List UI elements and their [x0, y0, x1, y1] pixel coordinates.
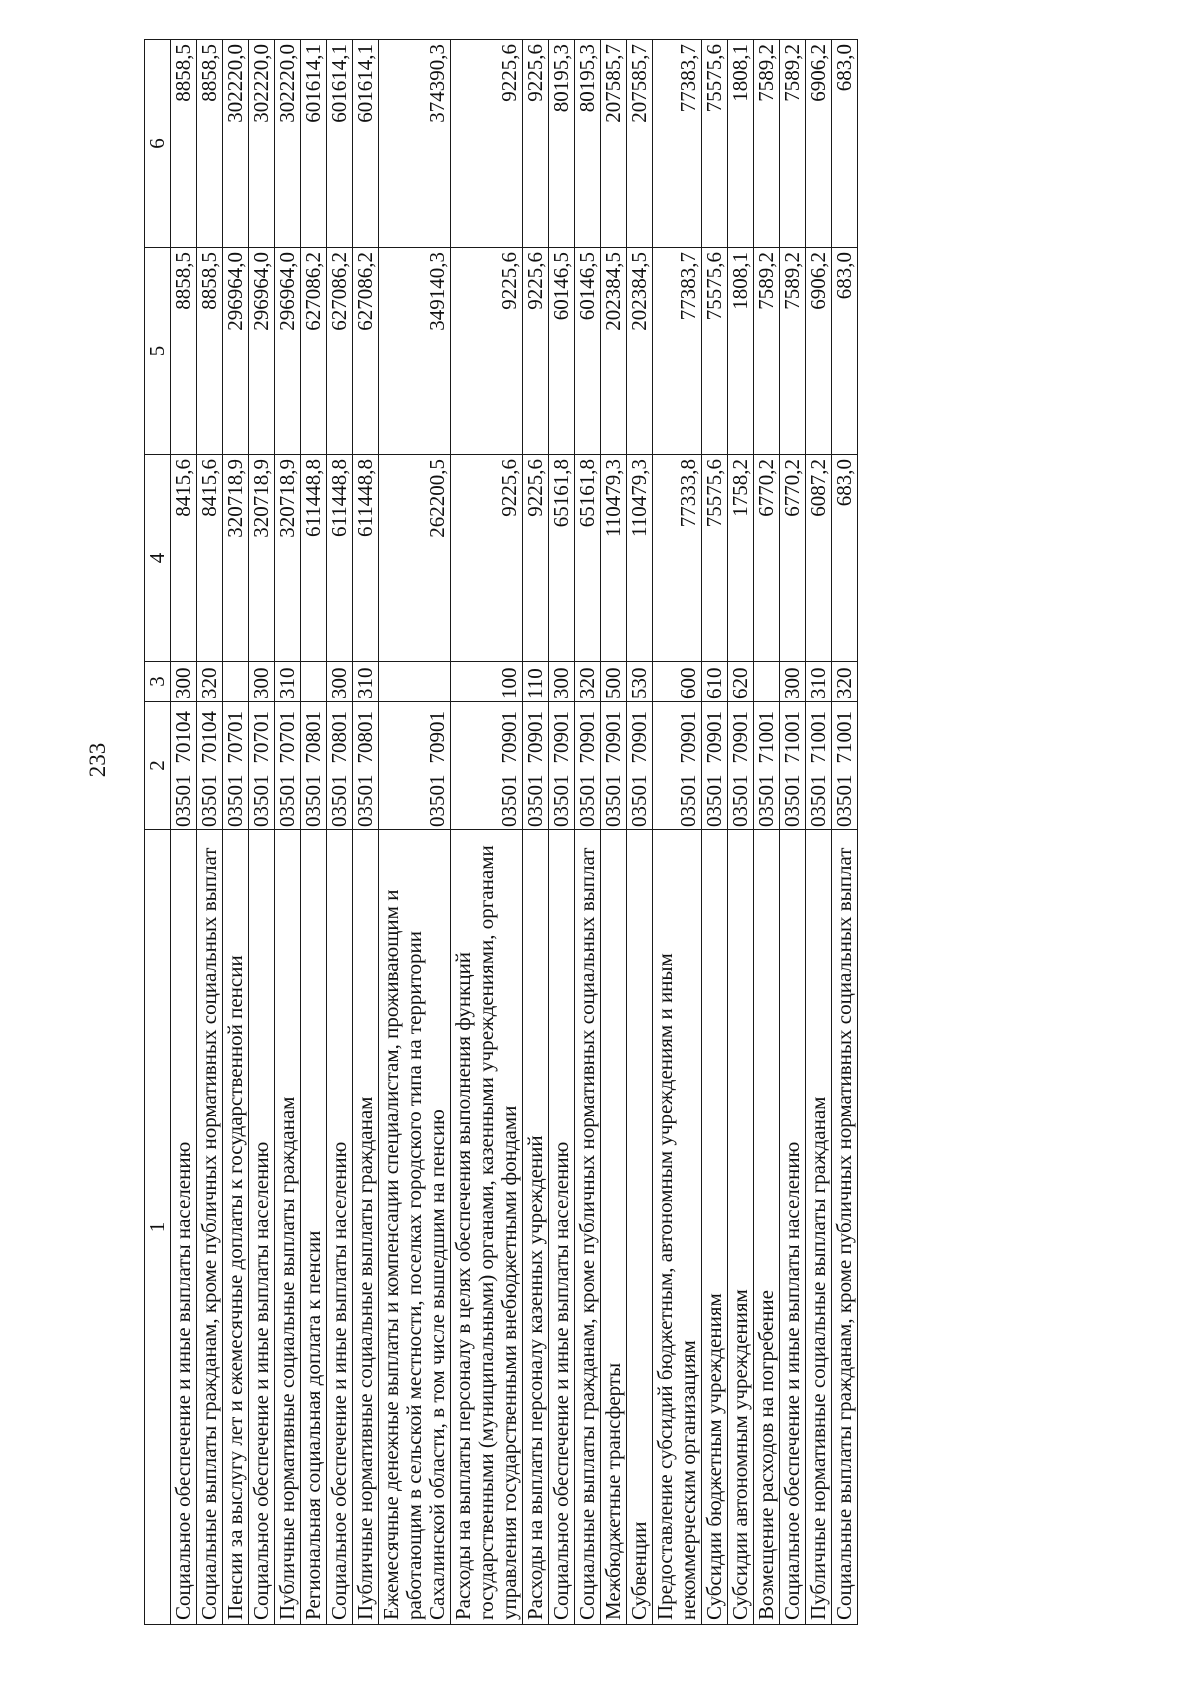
- row-code-b: 70901: [379, 702, 451, 766]
- row-value-4: 1758,2: [728, 455, 754, 662]
- row-code-b: 70801: [327, 702, 353, 766]
- row-code-c: 310: [275, 662, 301, 702]
- row-code-c: 610: [702, 662, 728, 702]
- row-value-6: 77383,7: [653, 40, 702, 248]
- row-code-c: 310: [806, 662, 832, 702]
- row-value-5: 8858,5: [171, 248, 197, 455]
- row-value-6: 80195,3: [549, 40, 575, 248]
- row-name: Субвенции: [627, 830, 653, 1625]
- row-value-5: 9225,6: [451, 248, 523, 455]
- row-code-c: 320: [575, 662, 601, 702]
- row-code-a: 03501: [353, 766, 379, 830]
- row-code-a: 03501: [575, 766, 601, 830]
- row-value-6: 9225,6: [523, 40, 549, 248]
- table-row: [832, 40, 858, 1625]
- row-code-c: 300: [327, 662, 353, 702]
- row-code-a: 03501: [275, 766, 301, 830]
- row-value-4: 75575,6: [702, 455, 728, 662]
- row-code-c: 320: [832, 662, 858, 702]
- row-code-c: 600: [653, 662, 702, 702]
- page-number: 233: [85, 742, 110, 778]
- row-code-c: 310: [353, 662, 379, 702]
- header-col-2: 2: [145, 702, 171, 830]
- row-value-6: 8858,5: [197, 40, 223, 248]
- row-code-a: 03501: [754, 766, 780, 830]
- row-code-a: 03501: [653, 766, 702, 830]
- row-code-b: 71001: [754, 702, 780, 766]
- row-code-b: 70901: [702, 702, 728, 766]
- row-code-b: 70901: [627, 702, 653, 766]
- row-code-b: 70104: [197, 702, 223, 766]
- row-code-b: 70901: [575, 702, 601, 766]
- row-value-5: 683,0: [832, 248, 858, 455]
- row-code-a: 03501: [549, 766, 575, 830]
- table-row: [451, 40, 523, 1625]
- row-name: Межбюджетные трансферты: [601, 830, 627, 1625]
- row-code-b: 70901: [601, 702, 627, 766]
- row-value-6: 6906,2: [806, 40, 832, 248]
- row-code-c: 320: [197, 662, 223, 702]
- row-value-5: 8858,5: [197, 248, 223, 455]
- row-name: Социальное обеспечение и иные выплаты населению: [327, 830, 353, 1625]
- row-value-5: 1808,1: [728, 248, 754, 455]
- row-value-6: 8858,5: [171, 40, 197, 248]
- table-row: [223, 40, 249, 1625]
- table-row: [523, 40, 549, 1625]
- row-name: Публичные нормативные социальные выплаты гражданам: [353, 830, 379, 1625]
- row-name: Публичные нормативные социальные выплаты гражданам: [275, 830, 301, 1625]
- row-code-b: 70901: [653, 702, 702, 766]
- row-code-b: 70901: [523, 702, 549, 766]
- header-col-5: 5: [145, 248, 171, 455]
- row-name: Социальное обеспечение и иные выплаты населению: [780, 830, 806, 1625]
- row-value-4: 65161,8: [575, 455, 601, 662]
- table-row: [627, 40, 653, 1625]
- row-name: Субсидии бюджетным учреждениям: [702, 830, 728, 1625]
- row-value-4: 320718,9: [275, 455, 301, 662]
- row-value-5: 627086,2: [327, 248, 353, 455]
- row-value-4: 110479,3: [627, 455, 653, 662]
- row-code-c: 300: [171, 662, 197, 702]
- row-name: Ежемесячные денежные выплаты и компенсации специалистам, проживающим и работающим в сельской местности, поселках городского типа на территории Сахалинской области, в том числе вышедшим на пенсию: [379, 830, 451, 1625]
- header-col-3: 3: [145, 662, 171, 702]
- table-row: [275, 40, 301, 1625]
- row-name: Социальные выплаты гражданам, кроме публичных нормативных социальных выплат: [197, 830, 223, 1625]
- row-code-b: 71001: [832, 702, 858, 766]
- row-value-6: 80195,3: [575, 40, 601, 248]
- row-value-6: 374390,3: [379, 40, 451, 248]
- row-code-c: [223, 662, 249, 702]
- row-value-4: 65161,8: [549, 455, 575, 662]
- row-value-6: 683,0: [832, 40, 858, 248]
- row-value-4: 611448,8: [301, 455, 327, 662]
- row-code-b: 71001: [780, 702, 806, 766]
- row-code-a: 03501: [523, 766, 549, 830]
- row-code-a: 03501: [451, 766, 523, 830]
- row-code-a: 03501: [223, 766, 249, 830]
- row-value-5: 6906,2: [806, 248, 832, 455]
- row-code-a: 03501: [601, 766, 627, 830]
- row-value-6: 1808,1: [728, 40, 754, 248]
- row-name: Субсидии автономным учреждениям: [728, 830, 754, 1625]
- table-row: [301, 40, 327, 1625]
- row-code-a: 03501: [197, 766, 223, 830]
- table-row: [353, 40, 379, 1625]
- row-code-b: 70901: [451, 702, 523, 766]
- row-code-b: 70801: [353, 702, 379, 766]
- row-value-6: 75575,6: [702, 40, 728, 248]
- table-row: [653, 40, 702, 1625]
- row-value-6: 7589,2: [754, 40, 780, 248]
- row-code-a: 03501: [171, 766, 197, 830]
- row-code-a: 03501: [806, 766, 832, 830]
- row-name: Социальные выплаты гражданам, кроме публичных нормативных социальных выплат: [575, 830, 601, 1625]
- table-row: [575, 40, 601, 1625]
- row-value-4: 320718,9: [223, 455, 249, 662]
- row-value-6: 601614,1: [353, 40, 379, 248]
- header-row: [145, 40, 171, 1625]
- row-value-4: 110479,3: [601, 455, 627, 662]
- table-row: [379, 40, 451, 1625]
- table-row: [197, 40, 223, 1625]
- row-code-b: 70801: [301, 702, 327, 766]
- row-name: Социальные выплаты гражданам, кроме публичных нормативных социальных выплат: [832, 830, 858, 1625]
- row-code-c: 300: [249, 662, 275, 702]
- row-value-4: 683,0: [832, 455, 858, 662]
- row-value-5: 349140,3: [379, 248, 451, 455]
- row-value-4: 8415,6: [171, 455, 197, 662]
- row-name: Расходы на выплаты персоналу в целях обеспечения выполнения функций государственными (муниципальными) органами, казенными учреждениями, органами управления государственными внебюджетными фондами: [451, 830, 523, 1625]
- row-name: Предоставление субсидий бюджетным, автономным учреждениям и иным некоммерческим организациям: [653, 830, 702, 1625]
- row-code-b: 70701: [275, 702, 301, 766]
- row-code-a: 03501: [301, 766, 327, 830]
- row-code-c: 110: [523, 662, 549, 702]
- table-row: [327, 40, 353, 1625]
- row-value-5: 627086,2: [301, 248, 327, 455]
- row-name: Пенсии за выслугу лет и ежемесячные доплаты к государственной пенсии: [223, 830, 249, 1625]
- row-code-a: 03501: [327, 766, 353, 830]
- row-code-a: 03501: [702, 766, 728, 830]
- row-value-4: 6770,2: [754, 455, 780, 662]
- row-name: Социальное обеспечение и иные выплаты населению: [171, 830, 197, 1625]
- table-row: [806, 40, 832, 1625]
- row-value-4: 8415,6: [197, 455, 223, 662]
- row-value-5: 77383,7: [653, 248, 702, 455]
- row-value-5: 296964,0: [223, 248, 249, 455]
- row-code-a: 03501: [832, 766, 858, 830]
- row-value-5: 202384,5: [627, 248, 653, 455]
- row-value-5: 9225,6: [523, 248, 549, 455]
- header-col-1: 1: [145, 830, 171, 1625]
- row-code-c: 500: [601, 662, 627, 702]
- table-row: [728, 40, 754, 1625]
- row-code-b: 70701: [223, 702, 249, 766]
- row-name: Расходы на выплаты персоналу казенных учреждений: [523, 830, 549, 1625]
- row-code-a: 03501: [780, 766, 806, 830]
- row-value-5: 627086,2: [353, 248, 379, 455]
- row-value-5: 60146,5: [575, 248, 601, 455]
- row-name: Публичные нормативные социальные выплаты гражданам: [806, 830, 832, 1625]
- row-code-b: 70104: [171, 702, 197, 766]
- row-value-6: 9225,6: [451, 40, 523, 248]
- row-value-6: 601614,1: [301, 40, 327, 248]
- header-col-6: 6: [145, 40, 171, 248]
- row-code-a: 03501: [728, 766, 754, 830]
- row-value-4: 611448,8: [353, 455, 379, 662]
- table-row: [780, 40, 806, 1625]
- row-code-c: 300: [780, 662, 806, 702]
- row-value-5: 7589,2: [754, 248, 780, 455]
- table-row: [601, 40, 627, 1625]
- row-value-5: 296964,0: [249, 248, 275, 455]
- row-value-6: 7589,2: [780, 40, 806, 248]
- row-name: Региональная социальная доплата к пенсии: [301, 830, 327, 1625]
- row-code-c: 620: [728, 662, 754, 702]
- rotated-sheet: [144, 40, 1064, 1625]
- row-value-4: 9225,6: [451, 455, 523, 662]
- table-row: [171, 40, 197, 1625]
- budget-table: [144, 39, 858, 1625]
- row-code-b: 70701: [249, 702, 275, 766]
- row-value-6: 207585,7: [627, 40, 653, 248]
- row-value-6: 302220,0: [223, 40, 249, 248]
- table-row: [702, 40, 728, 1625]
- row-code-b: 71001: [806, 702, 832, 766]
- row-code-a: 03501: [379, 766, 451, 830]
- row-value-5: 202384,5: [601, 248, 627, 455]
- row-value-4: 320718,9: [249, 455, 275, 662]
- row-value-5: 75575,6: [702, 248, 728, 455]
- table-row: [249, 40, 275, 1625]
- row-code-c: 100: [451, 662, 523, 702]
- row-name: Социальное обеспечение и иные выплаты населению: [549, 830, 575, 1625]
- row-value-4: 77333,8: [653, 455, 702, 662]
- table-row: [754, 40, 780, 1625]
- row-code-c: [754, 662, 780, 702]
- row-code-c: 300: [549, 662, 575, 702]
- row-code-c: [301, 662, 327, 702]
- row-code-b: 70901: [728, 702, 754, 766]
- row-value-6: 207585,7: [601, 40, 627, 248]
- row-value-5: 7589,2: [780, 248, 806, 455]
- row-value-4: 9225,6: [523, 455, 549, 662]
- row-code-a: 03501: [249, 766, 275, 830]
- row-value-4: 262200,5: [379, 455, 451, 662]
- row-code-c: 530: [627, 662, 653, 702]
- row-value-5: 296964,0: [275, 248, 301, 455]
- row-value-4: 611448,8: [327, 455, 353, 662]
- row-value-4: 6087,2: [806, 455, 832, 662]
- row-value-6: 601614,1: [327, 40, 353, 248]
- row-value-5: 60146,5: [549, 248, 575, 455]
- row-value-6: 302220,0: [275, 40, 301, 248]
- row-value-4: 6770,2: [780, 455, 806, 662]
- row-code-b: 70901: [549, 702, 575, 766]
- table-body: [171, 40, 858, 1625]
- row-name: Социальное обеспечение и иные выплаты населению: [249, 830, 275, 1625]
- table-row: [549, 40, 575, 1625]
- row-code-c: [379, 662, 451, 702]
- row-value-6: 302220,0: [249, 40, 275, 248]
- row-code-a: 03501: [627, 766, 653, 830]
- row-name: Возмещение расходов на погребение: [754, 830, 780, 1625]
- header-col-4: 4: [145, 455, 171, 662]
